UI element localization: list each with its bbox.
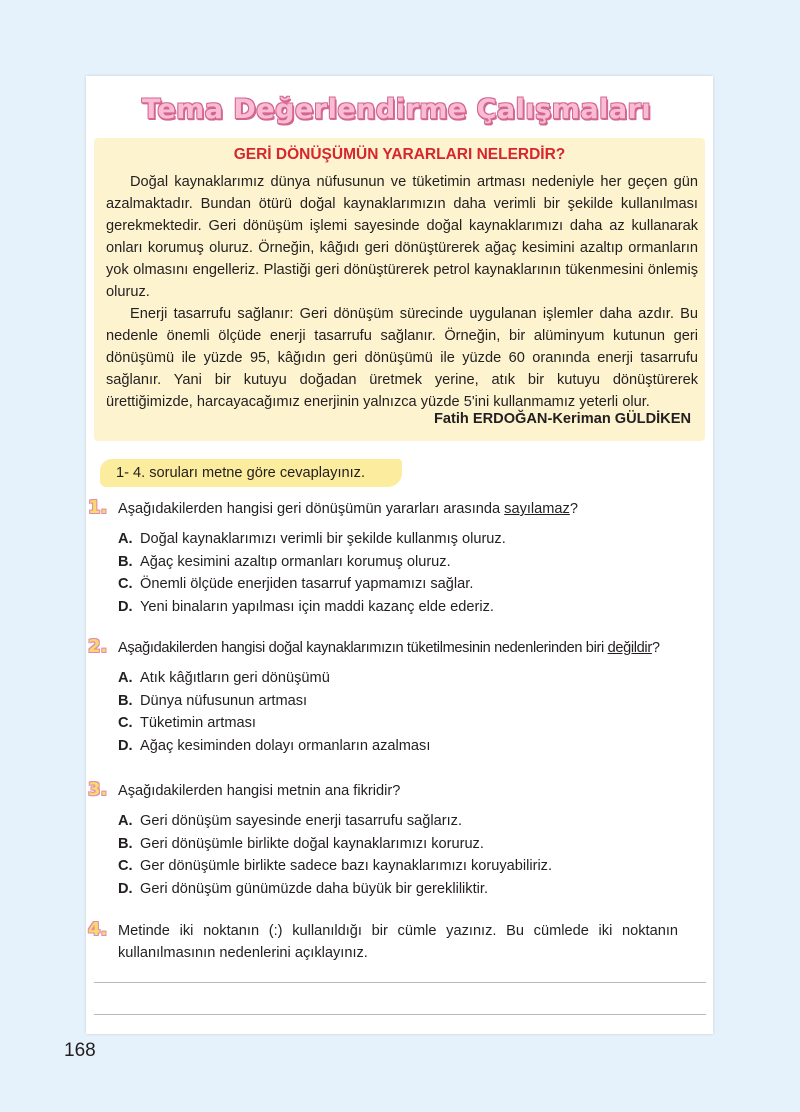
option-letter: A. (118, 813, 133, 829)
page-number: 168 (64, 1040, 96, 1061)
answer-line-2[interactable] (94, 1014, 706, 1015)
question-text-part: Aşağıdakilerden hangisi doğal kaynaklarımızın tüketilmesinin nedenlerinden biri (118, 640, 608, 656)
passage-paragraph-1: Doğal kaynaklarımız dünya nüfusunun ve tüketimin artması nedeniyle her geçen gün azalmaktadır. Bundan ötürü doğal kaynaklarımızın daha verimli bir şekilde kullanılması gerekmektedir. Geri dönüşüm işlemi sayesinde doğal kaynaklarımızı daha az kullanarak onları korumuş oluruz. Örneğin, kâğıdı geri dönüştürerek ağaç kesimini azaltıp ormanların yok olmasını engelleriz. Plastiği geri dönüştürerek petrol kaynaklarının tükenmesini önlemiş oluruz. (106, 174, 698, 300)
option-letter: D. (118, 880, 133, 897)
option-text: Yeni binaların yapılması için maddi kazanç elde ederiz. (140, 598, 494, 615)
option-a[interactable] (118, 810, 552, 833)
option-text: Ger dönüşümle birlikte sadece bazı kaynaklarımızı koruyabiliriz. (140, 858, 553, 874)
option-list-2 (118, 667, 430, 757)
option-d[interactable] (118, 735, 430, 758)
question-text-1 (118, 498, 578, 520)
option-letter: C. (118, 576, 133, 592)
option-letter: C. (118, 715, 133, 731)
question-text-part: Aşağıdakilerden hangisi geri dönüşümün yararları arasında (118, 501, 505, 517)
option-text: Önemli ölçüde enerjiden tasarruf yapmamızı sağlar. (140, 576, 474, 592)
option-text: Ağaç kesiminden dolayı ormanların azalması (140, 737, 431, 754)
option-text: Geri dönüşüm günümüzde daha büyük bir gerekliliktir. (140, 880, 489, 897)
option-list-3 (118, 810, 552, 900)
answer-line-1[interactable] (94, 982, 706, 983)
option-c[interactable] (118, 712, 430, 735)
option-text: Ağaç kesimini azaltıp ormanları korumuş oluruz. (140, 553, 451, 570)
instruction-banner: 1- 4. soruları metne göre cevaplayınız. (100, 459, 402, 487)
option-text: Geri dönüşümle birlikte doğal kaynaklarımızı koruruz. (140, 835, 484, 852)
question-text-2 (118, 637, 660, 659)
question-text-part: ? (651, 640, 660, 656)
option-letter: D. (118, 598, 133, 615)
option-c[interactable] (118, 573, 506, 596)
option-text: Atık kâğıtların geri dönüşümü (140, 670, 330, 686)
passage-paragraph-2: Enerji tasarrufu sağlanır: Geri dönüşüm sürecinde uygulanan işlemler daha azdır. Bu nedenle önemli ölçüde enerji tasarrufu sağlanır. Örneğin, bir alüminyum kutunun geri dönüşümü ile yüzde 95, kâğıdın geri dönüşümü ile yüzde 60 oranında enerji tasarrufu sağlanır. Yani bir kutuyu doğadan üretmek yerine, atık bir kutuyu dönüştürerek ürettiğimizde, harcayacağımız enerjinin yalnızca yüzde 5'ini kullanmamız yeterli olur. (106, 306, 698, 410)
option-letter: B. (118, 692, 133, 709)
question-number-3: 3. (88, 779, 108, 800)
worksheet-page (86, 76, 713, 1034)
passage-author: Fatih ERDOĞAN-Keriman GÜLDİKEN (433, 411, 691, 427)
option-d[interactable] (118, 596, 506, 619)
option-text: Doğal kaynaklarımızı verimli bir şekilde kullanmış oluruz. (140, 531, 506, 547)
option-list-1 (118, 528, 506, 618)
page-title: Tema Değerlendirme Çalışmaları (142, 94, 652, 125)
option-text: Geri dönüşüm sayesinde enerji tasarrufu sağlarız. (140, 813, 463, 829)
option-a[interactable] (118, 528, 506, 551)
question-underlined-word: sayılamaz (504, 501, 570, 517)
option-b[interactable] (118, 690, 430, 713)
option-letter: C. (118, 858, 133, 874)
passage-body (106, 171, 698, 413)
header (138, 90, 655, 136)
option-a[interactable] (118, 667, 430, 690)
option-d[interactable] (118, 878, 552, 901)
question-number-2: 2. (88, 636, 108, 657)
passage-title: GERİ DÖNÜŞÜMÜN YARARLARI NELERDİR? (233, 146, 566, 163)
option-letter: B. (118, 553, 133, 570)
option-letter: B. (118, 835, 133, 852)
option-text: Tüketimin artması (140, 715, 256, 731)
option-letter: D. (118, 737, 133, 754)
option-c[interactable] (118, 855, 552, 878)
option-letter: A. (118, 531, 133, 547)
question-number-1: 1. (88, 497, 108, 518)
question-number-4: 4. (88, 919, 108, 940)
question-text-3: Aşağıdakilerden hangisi metnin ana fikridir? (118, 783, 401, 799)
option-letter: A. (118, 670, 133, 686)
question-text-4: Metinde iki noktanın (:) kullanıldığı bir cümle yazınız. Bu cümlede iki noktanın kullanılmasının nedenlerini açıklayınız. (118, 923, 678, 961)
question-underlined-word: değildir (607, 640, 652, 656)
option-b[interactable] (118, 551, 506, 574)
reading-passage (94, 138, 705, 441)
question-text-part: ? (569, 501, 578, 517)
option-text: Dünya nüfusunun artması (140, 692, 308, 709)
option-b[interactable] (118, 833, 552, 856)
